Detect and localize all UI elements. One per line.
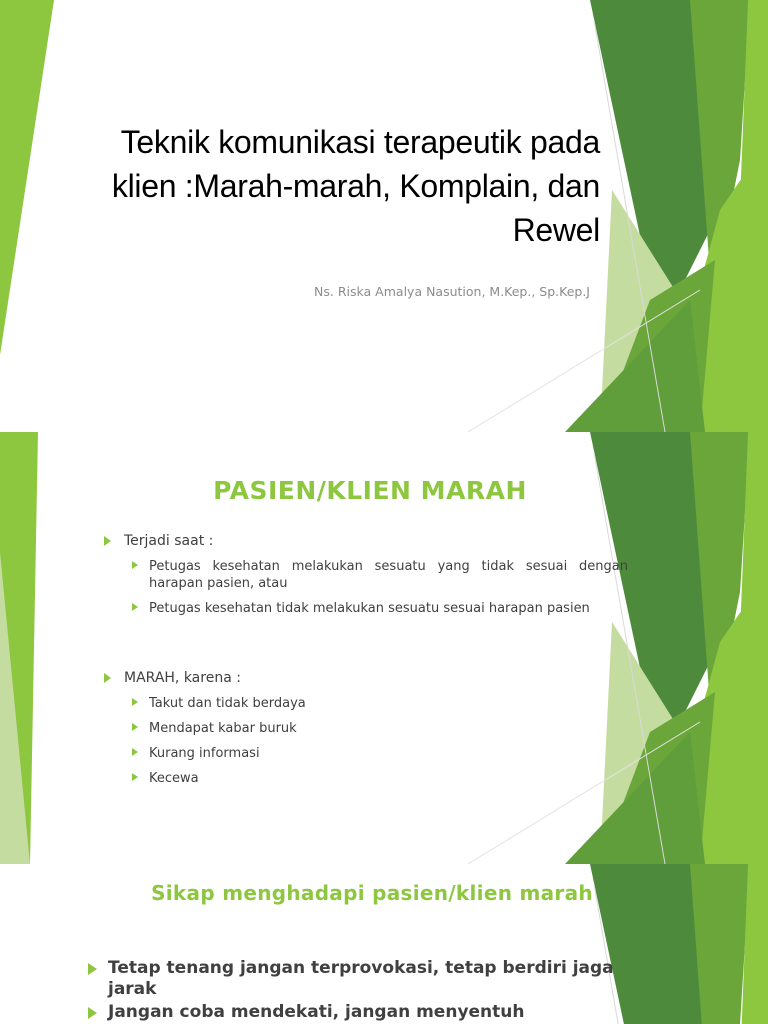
triangle-bullet-icon [132, 561, 138, 569]
list-item: Tetap tenang jangan terprovokasi, tetap berdiri jaga jarak [84, 958, 624, 1000]
list-item: Kurang informasi [100, 745, 628, 762]
presentation-subtitle: Ns. Riska Amalya Nasution, M.Kep., Sp.Kep.J [314, 284, 590, 299]
triangle-bullet-icon [88, 963, 97, 975]
list-item: Kecewa [100, 770, 628, 787]
bullet-list [84, 958, 624, 1024]
list-item: Terjadi saat : [100, 532, 628, 550]
presentation-title: Teknik komunikasi terapeutik pada klien :Marah-marah, Komplain, dan Rewel [111, 124, 600, 248]
triangle-bullet-icon [132, 603, 138, 611]
triangle-bullet-icon [104, 536, 111, 546]
list-item: Petugas kesehatan tidak melakukan sesuatu sesuai harapan pasien [100, 600, 628, 617]
slide-title [0, 0, 768, 432]
triangle-bullet-icon [104, 673, 111, 683]
triangle-bullet-icon [88, 1007, 97, 1019]
list-item: Mendapat kabar buruk [100, 720, 628, 737]
list-item: MARAH, karena : [100, 669, 628, 687]
slide-pasien-marah [0, 432, 768, 864]
triangle-bullet-icon [132, 773, 138, 781]
list-item: Petugas kesehatan melakukan sesuatu yang tidak sesuai dengan harapan pasien, atau [100, 558, 628, 592]
list-item: Takut dan tidak berdaya [100, 695, 628, 712]
slide-heading: PASIEN/KLIEN MARAH [213, 476, 527, 505]
triangle-bullet-icon [132, 748, 138, 756]
triangle-bullet-icon [132, 723, 138, 731]
slide-heading: Sikap menghadapi pasien/klien marah [151, 881, 593, 905]
bullet-list [100, 532, 628, 617]
slide-sikap-menghadapi [0, 864, 768, 1024]
bullet-list [100, 669, 628, 787]
list-item: Jangan coba mendekati, jangan menyentuh [84, 1002, 624, 1023]
triangle-bullet-icon [132, 698, 138, 706]
